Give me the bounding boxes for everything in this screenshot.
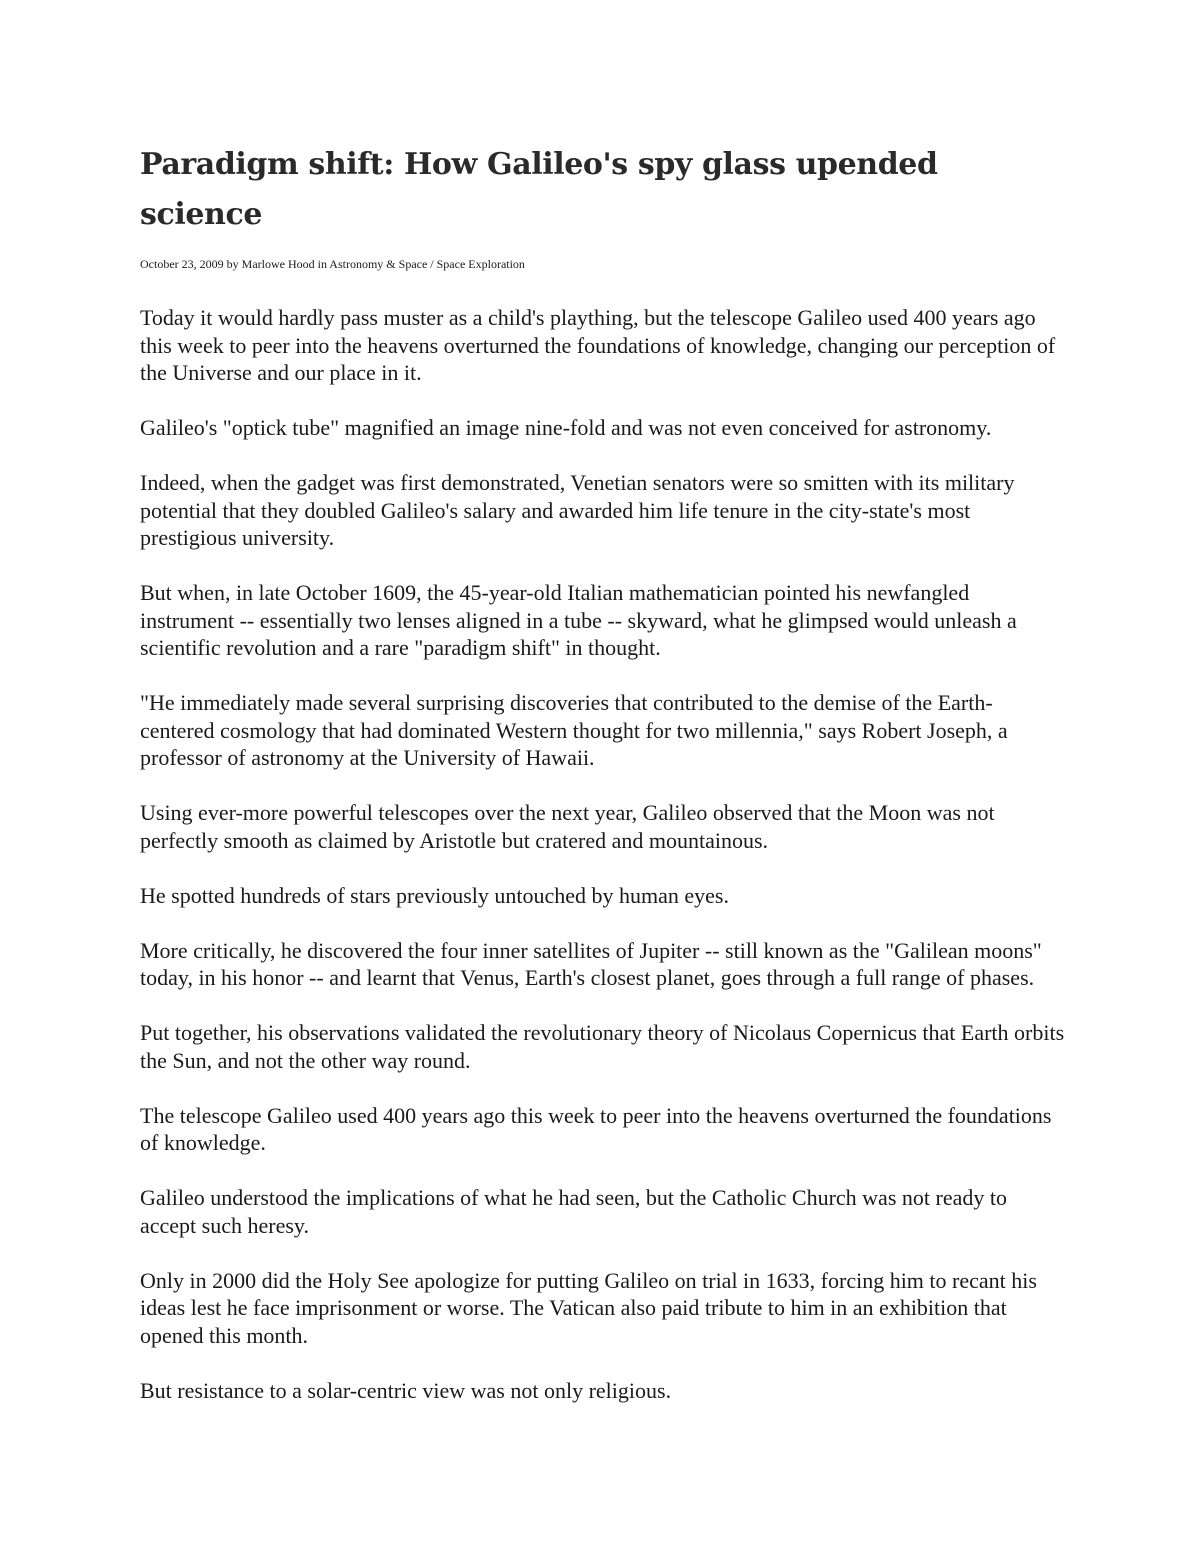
paragraph-7: He spotted hundreds of stars previously untouched by human eyes.: [140, 882, 729, 908]
paragraph-11: Galileo understood the implications of what he had seen, but the Catholic Church was not ready to accept such heresy.: [140, 1185, 1007, 1238]
paragraph-13: But resistance to a solar-centric view was not only religious.: [140, 1377, 672, 1403]
paragraph-12: Only in 2000 did the Holy See apologize for putting Galileo on trial in 1633, forcing him to recant his ideas lest he face imprisonment or worse. The Vatican also paid tribute to him in an exhibition that opened this month.: [140, 1267, 1037, 1348]
article-byline: October 23, 2009 by Marlowe Hood in Astronomy & Space / Space Exploration: [140, 257, 525, 271]
document-page: [140, 140, 1065, 1432]
paragraph-6: Using ever-more powerful telescopes over the next year, Galileo observed that the Moon was not perfectly smooth as claimed by Aristotle but cratered and mountainous.: [140, 800, 995, 853]
paragraph-1: Today it would hardly pass muster as a child's plaything, but the telescope Galileo used 400 years ago this week to peer into the heavens overturned the foundations of knowledge, changing our perception of the Universe and our place in it.: [140, 305, 1056, 385]
paragraph-4: But when, in late October 1609, the 45-year-old Italian mathematician pointed his newfangled instrument -- essentially two lenses aligned in a tube -- skyward, what he glimpsed would unleash a scientific revolution and a rare "paradigm shift" in thought.: [140, 580, 1017, 660]
paragraph-10: The telescope Galileo used 400 years ago this week to peer into the heavens overturned the foundations of knowledge.: [140, 1102, 1052, 1155]
paragraph-9: Put together, his observations validated the revolutionary theory of Nicolaus Copernicus that Earth orbits the Sun, and not the other way round.: [140, 1020, 1065, 1073]
paragraph-8: More critically, he discovered the four inner satellites of Jupiter -- still known as the "Galilean moons" today, in his honor -- and learnt that Venus, Earth's closest planet, goes through a full range of phases.: [140, 937, 1042, 990]
paragraph-2: Galileo's "optick tube" magnified an image nine-fold and was not even conceived for astronomy.: [140, 415, 992, 440]
article-title: Paradigm shift: How Galileo's spy glass upended science: [140, 147, 938, 232]
paragraph-5: "He immediately made several surprising discoveries that contributed to the demise of the Earth-centered cosmology that had dominated Western thought for two millennia," says Robert Joseph, a professor of astronomy at the University of Hawaii.: [140, 690, 1008, 770]
paragraph-3: Indeed, when the gadget was first demonstrated, Venetian senators were so smitten with its military potential that they doubled Galileo's salary and awarded him life tenure in the city-state's most prestigious university.: [140, 470, 1015, 550]
